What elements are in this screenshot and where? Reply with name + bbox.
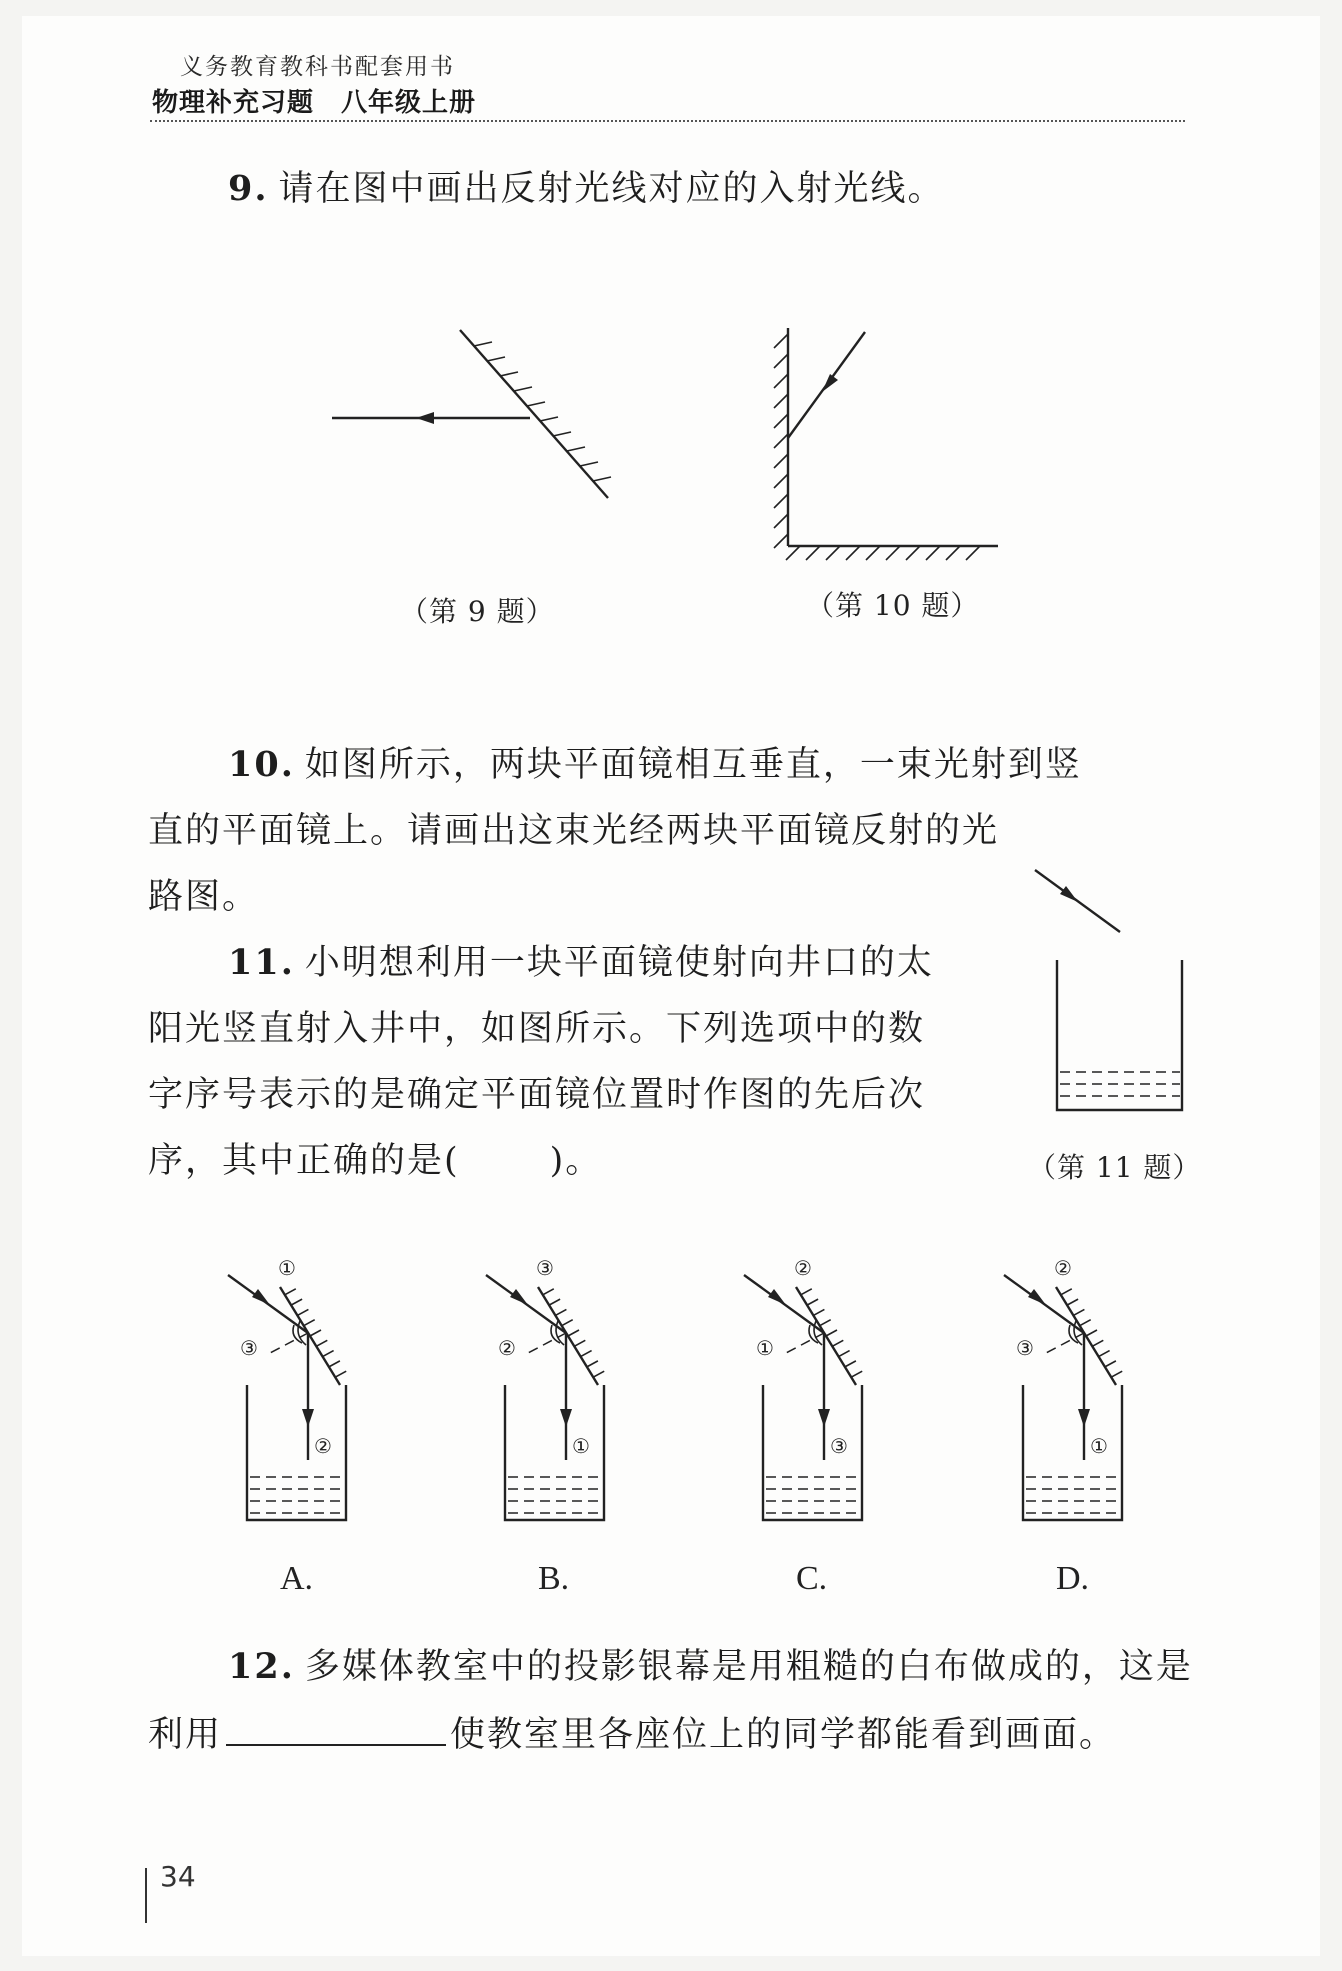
figure-11-ray-arrow bbox=[1060, 886, 1078, 902]
figure-9-diagram bbox=[320, 320, 620, 500]
option-step-bottom: ① bbox=[572, 1434, 590, 1458]
option-reflected-arrow bbox=[302, 1409, 314, 1427]
option-reflected-arrow bbox=[1078, 1409, 1090, 1427]
question-11-number: 11. bbox=[228, 942, 295, 983]
question-12-number: 12. bbox=[228, 1646, 295, 1687]
page-number-bar bbox=[145, 1868, 147, 1923]
option-incident-arrow bbox=[510, 1289, 528, 1305]
question-11-text-2: 阳光竖直射入井中，如图所示。下列选项中的数 bbox=[148, 1009, 926, 1049]
figure-9-caption: （第 9 题） bbox=[400, 595, 555, 628]
figure-10-horizontal-hatching bbox=[786, 546, 980, 560]
option-normal-line bbox=[1046, 1333, 1084, 1353]
option-step-top: ③ bbox=[536, 1256, 554, 1280]
figure-10-diagram bbox=[760, 320, 1010, 560]
question-10-line-1 bbox=[228, 732, 1082, 798]
header-book-title: 物理补充习题 八年级上册 bbox=[152, 88, 477, 118]
option-step-top: ② bbox=[1054, 1256, 1072, 1280]
question-11-line-4 bbox=[148, 1128, 602, 1194]
option-step-left: ③ bbox=[240, 1336, 258, 1360]
option-step-bottom: ① bbox=[1090, 1434, 1108, 1458]
page-number: 34 bbox=[160, 1860, 196, 1893]
question-9 bbox=[228, 156, 945, 222]
question-10-number: 10. bbox=[228, 744, 295, 785]
answer-blank-q12[interactable] bbox=[226, 1700, 446, 1746]
option-b-label[interactable]: B. bbox=[538, 1560, 570, 1597]
question-12-text-2-end: 使教室里各座位上的同学都能看到画面。 bbox=[450, 1715, 1117, 1755]
header-series-title: 义务教育教科书配套用书 bbox=[180, 54, 455, 80]
question-9-text: 请在图中画出反射光线对应的入射光线。 bbox=[278, 169, 945, 209]
option-a-diagram bbox=[210, 1245, 380, 1520]
option-step-top: ② bbox=[794, 1256, 812, 1280]
question-11-text-3: 字序号表示的是确定平面镜位置时作图的先后次 bbox=[148, 1075, 926, 1115]
figure-9-mirror-hatching bbox=[474, 342, 611, 481]
option-c-label[interactable]: C. bbox=[796, 1560, 828, 1597]
option-step-bottom: ③ bbox=[830, 1434, 848, 1458]
question-11-text-4-start: 序，其中正确的是( bbox=[148, 1141, 460, 1181]
option-d-diagram bbox=[986, 1245, 1156, 1520]
option-b-diagram bbox=[468, 1245, 638, 1520]
question-12-text-1: 多媒体教室中的投影银幕是用粗糙的白布做成的，这是 bbox=[304, 1647, 1193, 1687]
figure-9-ray-arrow bbox=[416, 412, 434, 424]
option-step-left: ② bbox=[498, 1336, 516, 1360]
question-11-text-1: 小明想利用一块平面镜使射向井口的太 bbox=[304, 943, 934, 983]
question-11-line-1 bbox=[228, 930, 934, 996]
option-a-label[interactable]: A. bbox=[280, 1560, 314, 1597]
figure-10-vertical-hatching bbox=[774, 334, 788, 548]
question-10-text-3: 路图。 bbox=[148, 877, 260, 917]
option-reflected-arrow bbox=[818, 1409, 830, 1427]
option-d-label[interactable]: D. bbox=[1056, 1560, 1090, 1597]
option-step-left: ① bbox=[756, 1336, 774, 1360]
figure-11-caption: （第 11 题） bbox=[1028, 1151, 1202, 1184]
option-c-diagram bbox=[726, 1245, 896, 1520]
option-step-top: ① bbox=[278, 1256, 296, 1280]
option-incident-arrow bbox=[252, 1289, 270, 1305]
figure-10-ray-arrow bbox=[822, 374, 838, 392]
question-12-text-2-start: 利用 bbox=[148, 1715, 223, 1755]
figure-10-caption: （第 10 题） bbox=[806, 589, 980, 622]
question-9-number: 9. bbox=[228, 168, 269, 209]
figure-11-sun-ray bbox=[1035, 870, 1120, 932]
option-normal-line bbox=[528, 1333, 566, 1353]
option-incident-arrow bbox=[768, 1289, 786, 1305]
header-divider bbox=[150, 120, 1185, 122]
figure-11-well bbox=[1057, 960, 1182, 1110]
option-step-bottom: ② bbox=[314, 1434, 332, 1458]
option-normal-line bbox=[786, 1333, 824, 1353]
question-11-text-4-end: )。 bbox=[549, 1141, 603, 1181]
option-incident-arrow bbox=[1028, 1289, 1046, 1305]
option-reflected-arrow bbox=[560, 1409, 572, 1427]
option-normal-line bbox=[270, 1333, 308, 1353]
figure-9-mirror bbox=[460, 330, 608, 498]
question-12-line-1 bbox=[228, 1634, 1193, 1700]
option-step-left: ③ bbox=[1016, 1336, 1034, 1360]
figure-11-diagram bbox=[1020, 860, 1210, 1110]
question-10-text-1: 如图所示，两块平面镜相互垂直，一束光射到竖 bbox=[304, 745, 1082, 785]
question-10-text-2: 直的平面镜上。请画出这束光经两块平面镜反射的光 bbox=[148, 811, 1000, 851]
question-12-line-2 bbox=[148, 1700, 1116, 1768]
